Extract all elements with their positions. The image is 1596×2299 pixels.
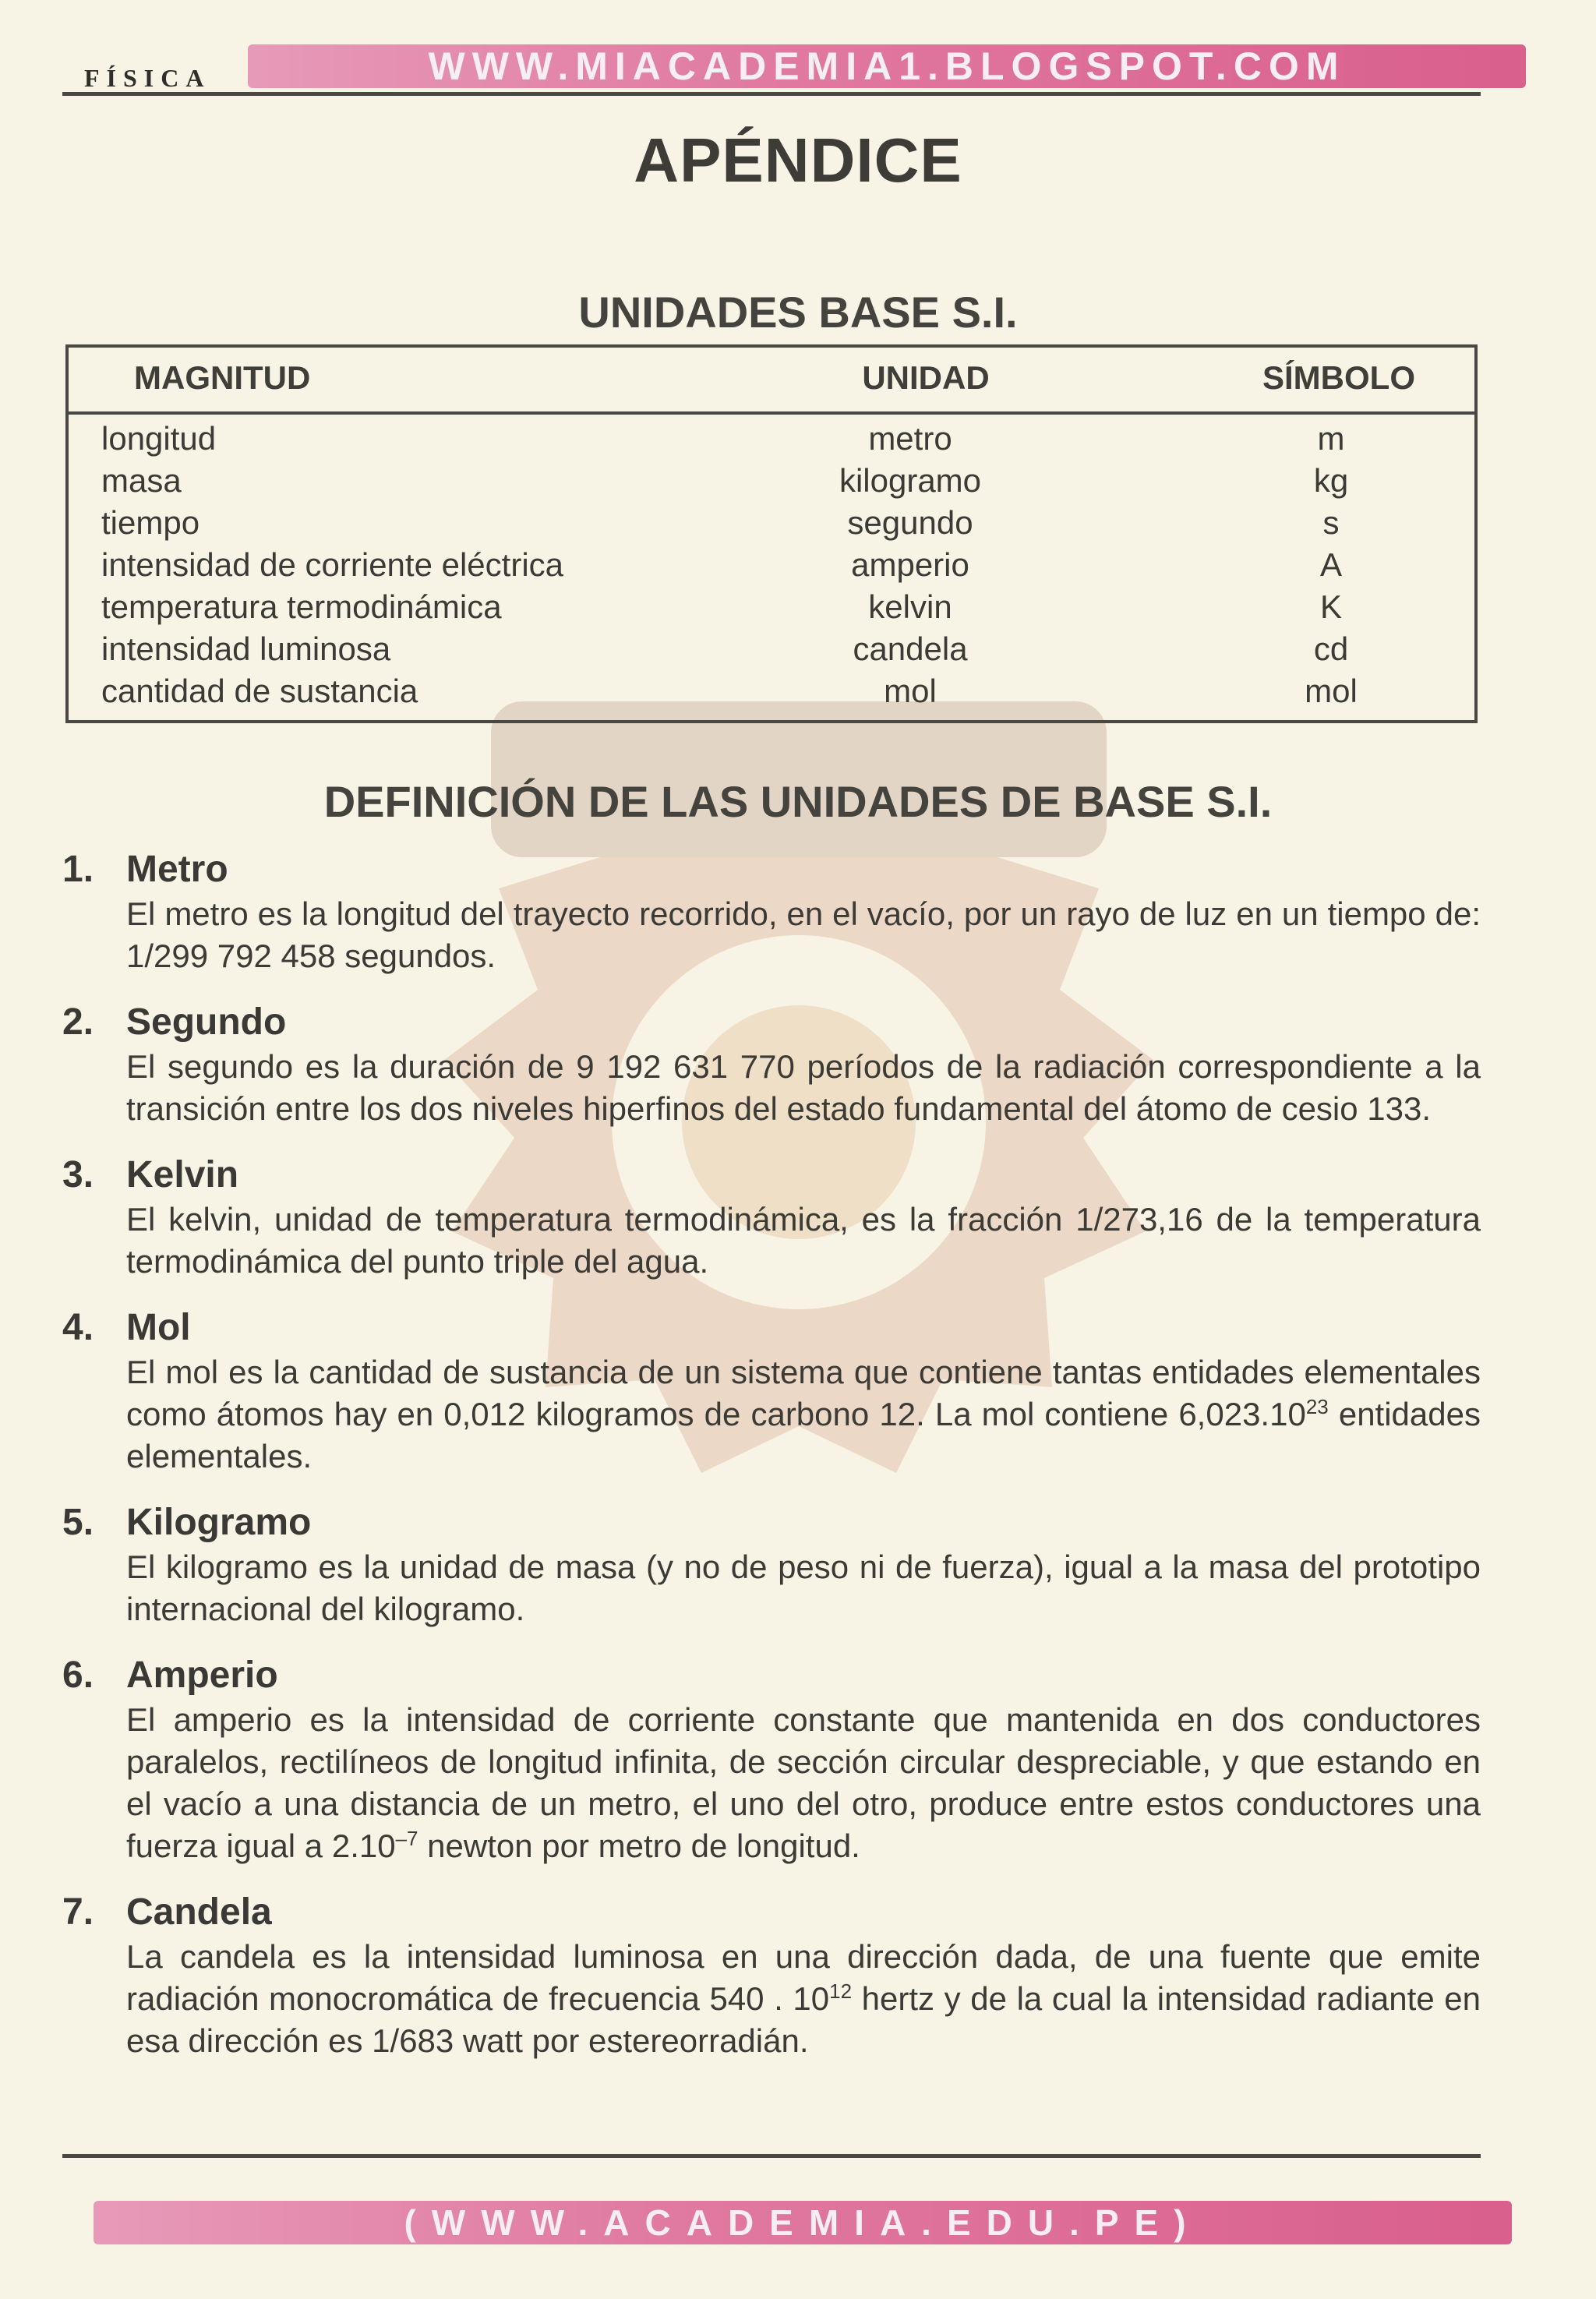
si-base-units-table <box>65 344 1478 723</box>
cell-simbolo: K <box>1319 588 1342 625</box>
definition-text: El metro es la longitud del trayecto recorrido, en el vacío, por un rayo de luz en un tiempo de: 1/299 792 458 segundos. <box>126 895 1481 974</box>
definition-text-part: entidades elementales. <box>126 1396 1481 1474</box>
definition-text: El kilogramo es la unidad de masa (y no de peso ni de fuerza), igual a la masa del prototipo internacional del kilogramo. <box>126 1549 1481 1627</box>
definition-text-part: La candela es la intensidad luminosa en una dirección dada, de una fuente que emite radiación monocromática de frecuencia 540 . 10 <box>126 1938 1481 2017</box>
definition-name: Kilogramo <box>126 1502 312 1543</box>
website-banner-top: WWW.MIACADEMIA1.BLOGSPOT.COM <box>248 44 1526 88</box>
definition-name: Metro <box>126 849 228 890</box>
table-row <box>69 460 1474 502</box>
definition-number: 2. <box>62 1001 94 1043</box>
definition-text <box>126 1936 1481 2062</box>
definition-number: 7. <box>62 1891 94 1933</box>
definition-kelvin <box>62 1152 1481 1283</box>
definition-heading <box>62 1889 1481 1936</box>
definition-text-part: El mol es la cantidad de sustancia de un sistema que contiene tantas entidades elementales como átomos hay en 0,012 kilogramos de carbono 12. La mol contiene 6,023.10 <box>126 1354 1481 1432</box>
column-header-simbolo: SÍMBOLO <box>1262 359 1415 396</box>
definition-name: Candela <box>126 1891 272 1933</box>
definition-heading <box>62 1305 1481 1351</box>
definitions-list <box>62 846 1481 2084</box>
cell-unidad: mol <box>884 673 937 709</box>
definition-number: 6. <box>62 1655 94 1696</box>
cell-magnitud: masa <box>101 462 182 499</box>
table-row <box>69 544 1474 586</box>
cell-magnitud: intensidad luminosa <box>101 630 391 667</box>
definition-number: 4. <box>62 1307 94 1348</box>
subject-label: FÍSICA <box>84 64 211 92</box>
definition-text-part: newton por metro de longitud. <box>418 1828 860 1864</box>
definition-text-part: hertz y de la cual la intensidad radiante en esa dirección es 1/683 watt por estereorradián. <box>126 1980 1481 2059</box>
cell-simbolo: A <box>1319 546 1342 583</box>
units-table-title: UNIDADES BASE S.I. <box>578 288 1018 337</box>
cell-magnitud: longitud <box>101 420 217 457</box>
cell-unidad: kilogramo <box>839 462 982 499</box>
header-divider <box>62 92 1481 96</box>
definition-number: 3. <box>62 1154 94 1195</box>
definition-metro <box>62 846 1481 977</box>
definition-name: Mol <box>126 1307 191 1348</box>
definitions-title: DEFINICIÓN DE LAS UNIDADES DE BASE S.I. <box>323 777 1273 826</box>
cell-unidad: amperio <box>851 546 969 583</box>
exponent: 12 <box>829 1979 853 2003</box>
definition-amperio <box>62 1652 1481 1867</box>
footer-divider <box>62 2154 1481 2158</box>
definition-text: El segundo es la duración de 9 192 631 770 períodos de la radiación correspondiente a la transición entre los dos niveles hiperfinos del estado fundamental del átomo de cesio 133. <box>126 1048 1481 1127</box>
definition-number: 1. <box>62 849 94 890</box>
definition-heading <box>62 999 1481 1046</box>
definition-candela <box>62 1889 1481 2062</box>
definition-segundo <box>62 999 1481 1130</box>
cell-simbolo: mol <box>1305 673 1358 709</box>
table-row <box>69 670 1474 712</box>
definition-text <box>126 1351 1481 1478</box>
column-header-unidad: UNIDAD <box>862 359 990 396</box>
cell-simbolo: s <box>1322 504 1340 541</box>
definition-name: Amperio <box>126 1655 278 1696</box>
definition-name: Segundo <box>126 1001 287 1043</box>
exponent: –7 <box>395 1827 418 1850</box>
definition-heading <box>62 846 1481 893</box>
table-row <box>69 586 1474 628</box>
table-row <box>69 418 1474 460</box>
column-header-magnitud: MAGNITUD <box>134 359 311 396</box>
definition-heading <box>62 1152 1481 1199</box>
definition-kilogramo <box>62 1499 1481 1630</box>
table-header <box>69 348 1474 415</box>
cell-simbolo: cd <box>1313 630 1349 667</box>
cell-magnitud: temperatura termodinámica <box>101 588 502 625</box>
exponent: 23 <box>1305 1395 1329 1418</box>
definition-text-part: El amperio es la intensidad de corriente constante que mantenida en dos conductores paralelos, rectilíneos de longitud infinita, de sección circular despreciable, y que estando en el vacío a una distancia de un metro, el uno del otro, produce entre estos conductores una fuerza igual a 2.10 <box>126 1701 1481 1864</box>
website-banner-bottom: (WWW.ACADEMIA.EDU.PE) <box>94 2201 1512 2244</box>
definition-text <box>126 1699 1481 1867</box>
cell-unidad: kelvin <box>868 588 952 625</box>
definition-number: 5. <box>62 1502 94 1543</box>
table-row <box>69 502 1474 544</box>
cell-magnitud: intensidad de corriente eléctrica <box>101 546 564 583</box>
cell-unidad: metro <box>868 420 952 457</box>
cell-unidad: segundo <box>847 504 973 541</box>
definition-name: Kelvin <box>126 1154 239 1195</box>
table-body <box>69 418 1474 712</box>
table-row <box>69 628 1474 670</box>
cell-unidad: candela <box>853 630 968 667</box>
definition-mol <box>62 1305 1481 1478</box>
cell-magnitud: cantidad de sustancia <box>101 673 418 709</box>
definition-heading <box>62 1652 1481 1699</box>
page-title: APÉNDICE <box>634 125 962 195</box>
cell-magnitud: tiempo <box>101 504 200 541</box>
cell-simbolo: kg <box>1313 462 1349 499</box>
definition-heading <box>62 1499 1481 1546</box>
definition-text: El kelvin, unidad de temperatura termodinámica, es la fracción 1/273,16 de la temperatura termodinámica del punto triple del agua. <box>126 1201 1481 1280</box>
cell-simbolo: m <box>1317 420 1345 457</box>
